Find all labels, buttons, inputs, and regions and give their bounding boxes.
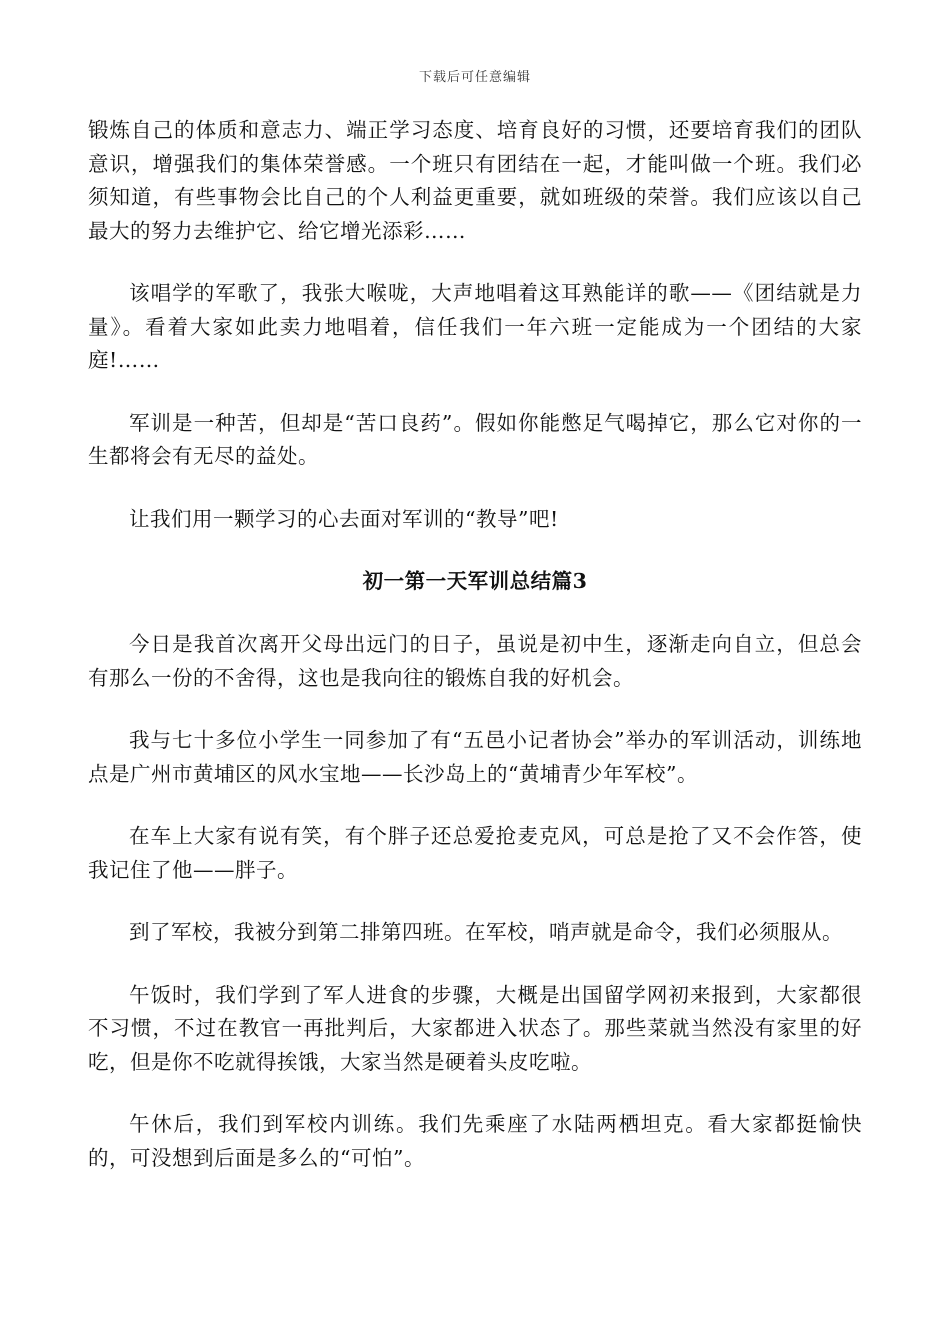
paragraph: 锻炼自己的体质和意志力、端正学习态度、培育良好的习惯，还要培育我们的团队意识，增强我们的集体荣誉感。一个班只有团结在一起，才能叫做一个班。我们必须知道，有些事物会比自己的个人利益更重要，就如班级的荣誉。我们应该以自己最大的努力去维护它、给它增光添彩…… — [88, 118, 862, 243]
paragraph: 军训是一种苦，但却是“苦口良药”。假如你能憋足气喝掉它，那么它对你的一生都将会有无尽的益处。 — [88, 410, 862, 468]
paragraph: 到了军校，我被分到第二排第四班。在军校，哨声就是命令，我们必须服从。 — [129, 920, 843, 944]
paragraph: 午饭时，我们学到了军人进食的步骤，大概是出国留学网初来报到，大家都很不习惯，不过在教官一再批判后，大家都进入状态了。那些菜就当然没有家里的好吃，但是你不吃就得挨饿，大家当然是硬着头皮吃啦。 — [88, 982, 862, 1074]
paragraph: 让我们用一颗学习的心去面对军训的“教导”吧! — [129, 506, 559, 531]
paragraph: 该唱学的军歌了，我张大喉咙，大声地唱着这耳熟能详的歌——《团结就是力量》。看着大家如此卖力地唱着，信任我们一年六班一定能成为一个团结的大家庭!…… — [88, 281, 862, 372]
paragraph: 我与七十多位小学生一同参加了有“五邑小记者协会”举办的军训活动，训练地点是广州市黄埔区的风水宝地——长沙岛上的“黄埔青少年军校”。 — [88, 728, 862, 786]
paragraph: 今日是我首次离开父母出远门的日子，虽说是初中生，逐渐走向自立，但总会有那么一份的不舍得，这也是我向往的锻炼自我的好机会。 — [88, 632, 862, 690]
paragraph: 在车上大家有说有笑，有个胖子还总爱抢麦克风，可总是抢了又不会作答，使我记住了他——胖子。 — [88, 824, 862, 882]
paragraph: 午休后，我们到军校内训练。我们先乘座了水陆两栖坦克。看大家都挺愉快的，可没想到后面是多么的“可怕”。 — [88, 1112, 862, 1170]
section-title: 初一第一天军训总结篇3 — [362, 569, 588, 593]
document-body — [88, 114, 862, 1204]
page-header: 下载后可任意编辑 — [418, 70, 531, 85]
